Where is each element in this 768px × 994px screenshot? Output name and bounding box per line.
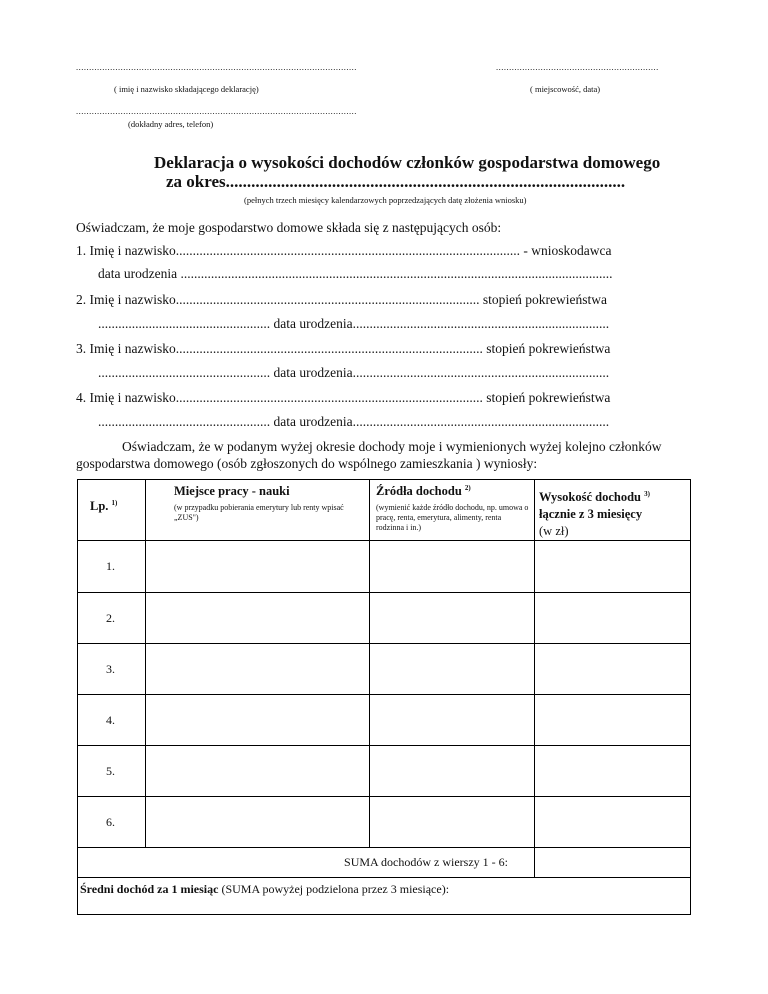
average-row: [78, 878, 691, 915]
person-1-birthdate[interactable]: data urodzenia ................................................................................................................................: [98, 266, 613, 281]
average-label: Średni dochód za 1 miesiąc: [80, 882, 219, 897]
sum-label: SUMA dochodów z wierszy 1 - 6:: [344, 855, 508, 870]
header-amount-footnote: 3): [644, 490, 650, 498]
header-work-label: Miejsce pracy - nauki: [174, 484, 290, 498]
header-work-note: (w przypadku pobierania emerytury lub renty wpisać „ZUS"): [174, 503, 344, 522]
row-number: 2.: [106, 610, 115, 625]
header-amount: [535, 480, 691, 541]
header-amount-period: łącznie z 3 miesięcy: [539, 507, 643, 522]
work-cell[interactable]: [146, 746, 370, 797]
person-3-line[interactable]: 3. Imię i nazwisko........................................................................................... stopień pokrewieństwa: [76, 341, 611, 356]
average-label-note: (SUMA powyżej podzielona przez 3 miesiące):: [218, 882, 450, 897]
source-cell[interactable]: [370, 695, 535, 746]
header-source-label: Źródła dochodu: [376, 484, 462, 499]
source-cell[interactable]: [370, 593, 535, 644]
source-cell[interactable]: [370, 797, 535, 848]
source-cell[interactable]: [370, 644, 535, 695]
header-source-note: (wymienić każde źródło dochodu, np. umowa o pracę, renta, emerytura, alimenty, renta rodzinna i in.): [376, 503, 529, 533]
period-line[interactable]: za okres..............................................................................................: [166, 172, 626, 191]
person-1-line[interactable]: 1. Imię i nazwisko...................................................................................................... - wnioskodawca: [76, 243, 612, 258]
header-amount-unit: (w zł): [539, 524, 569, 539]
header-lp-label: Lp.: [90, 499, 109, 514]
amount-cell[interactable]: [535, 593, 691, 644]
header-work: [146, 480, 370, 541]
work-cell[interactable]: [146, 797, 370, 848]
row-number: 5.: [106, 763, 115, 778]
header-source: [370, 480, 535, 541]
amount-cell[interactable]: [535, 541, 691, 593]
table-row: [78, 593, 691, 644]
income-declaration-line1: Oświadczam, że w podanym wyżej okresie dochody moje i wymienionych wyżej kolejno członków: [122, 439, 662, 454]
address-caption: (dokładny adres, telefon): [128, 119, 214, 129]
row-number: 6.: [106, 814, 115, 829]
person-3-birthdate[interactable]: ................................................... data urodzenia............................................................................: [98, 365, 610, 380]
work-cell[interactable]: [146, 695, 370, 746]
table-row: [78, 797, 691, 848]
amount-cell[interactable]: [535, 644, 691, 695]
place-date-caption: ( miejscowość, data): [530, 84, 601, 94]
row-number: 4.: [106, 712, 115, 727]
person-2-line[interactable]: 2. Imię i nazwisko.......................................................................................... stopień pokrewieństwa: [76, 292, 607, 307]
table-row: [78, 695, 691, 746]
person-4-birthdate[interactable]: ................................................... data urodzenia............................................................................: [98, 414, 610, 429]
person-4-line[interactable]: 4. Imię i nazwisko........................................................................................... stopień pokrewieństwa: [76, 390, 611, 405]
sum-row: [78, 848, 691, 878]
table-row: [78, 644, 691, 695]
table-header-row: [78, 480, 691, 541]
header-lp-footnote: 1): [111, 499, 118, 507]
period-note: (pełnych trzech miesięcy kalendarzowych poprzedzających datę złożenia wniosku): [244, 195, 527, 205]
income-table: [77, 479, 691, 915]
person-2-birthdate[interactable]: ................................................... data urodzenia............................................................................: [98, 316, 610, 331]
header-amount-label: Wysokość dochodu: [539, 490, 641, 505]
work-cell[interactable]: [146, 644, 370, 695]
source-cell[interactable]: [370, 746, 535, 797]
address-line[interactable]: ...........................................................................................................: [76, 106, 357, 116]
table-row: [78, 746, 691, 797]
work-cell[interactable]: [146, 593, 370, 644]
amount-cell[interactable]: [535, 746, 691, 797]
place-date-line[interactable]: ..............................................................: [496, 62, 659, 72]
page-title: Deklaracja o wysokości dochodów członków gospodarstwa domowego: [154, 153, 661, 172]
income-declaration-line2: gospodarstwa domowego (osób zgłoszonych do wspólnego zamieszkania ) wyniosły:: [76, 456, 538, 471]
sum-amount-cell[interactable]: [535, 848, 691, 878]
work-cell[interactable]: [146, 541, 370, 593]
amount-cell[interactable]: [535, 695, 691, 746]
table-row: [78, 541, 691, 593]
row-number: 3.: [106, 661, 115, 676]
household-intro: Oświadczam, że moje gospodarstwo domowe składa się z następujących osób:: [76, 220, 502, 235]
header-lp: [78, 480, 146, 541]
applicant-name-caption: ( imię i nazwisko składającego deklarację): [114, 84, 259, 94]
source-cell[interactable]: [370, 541, 535, 593]
header-source-footnote: 2): [464, 484, 471, 492]
amount-cell[interactable]: [535, 797, 691, 848]
row-number: 1.: [106, 559, 115, 574]
applicant-name-line[interactable]: ...........................................................................................................: [76, 62, 357, 72]
